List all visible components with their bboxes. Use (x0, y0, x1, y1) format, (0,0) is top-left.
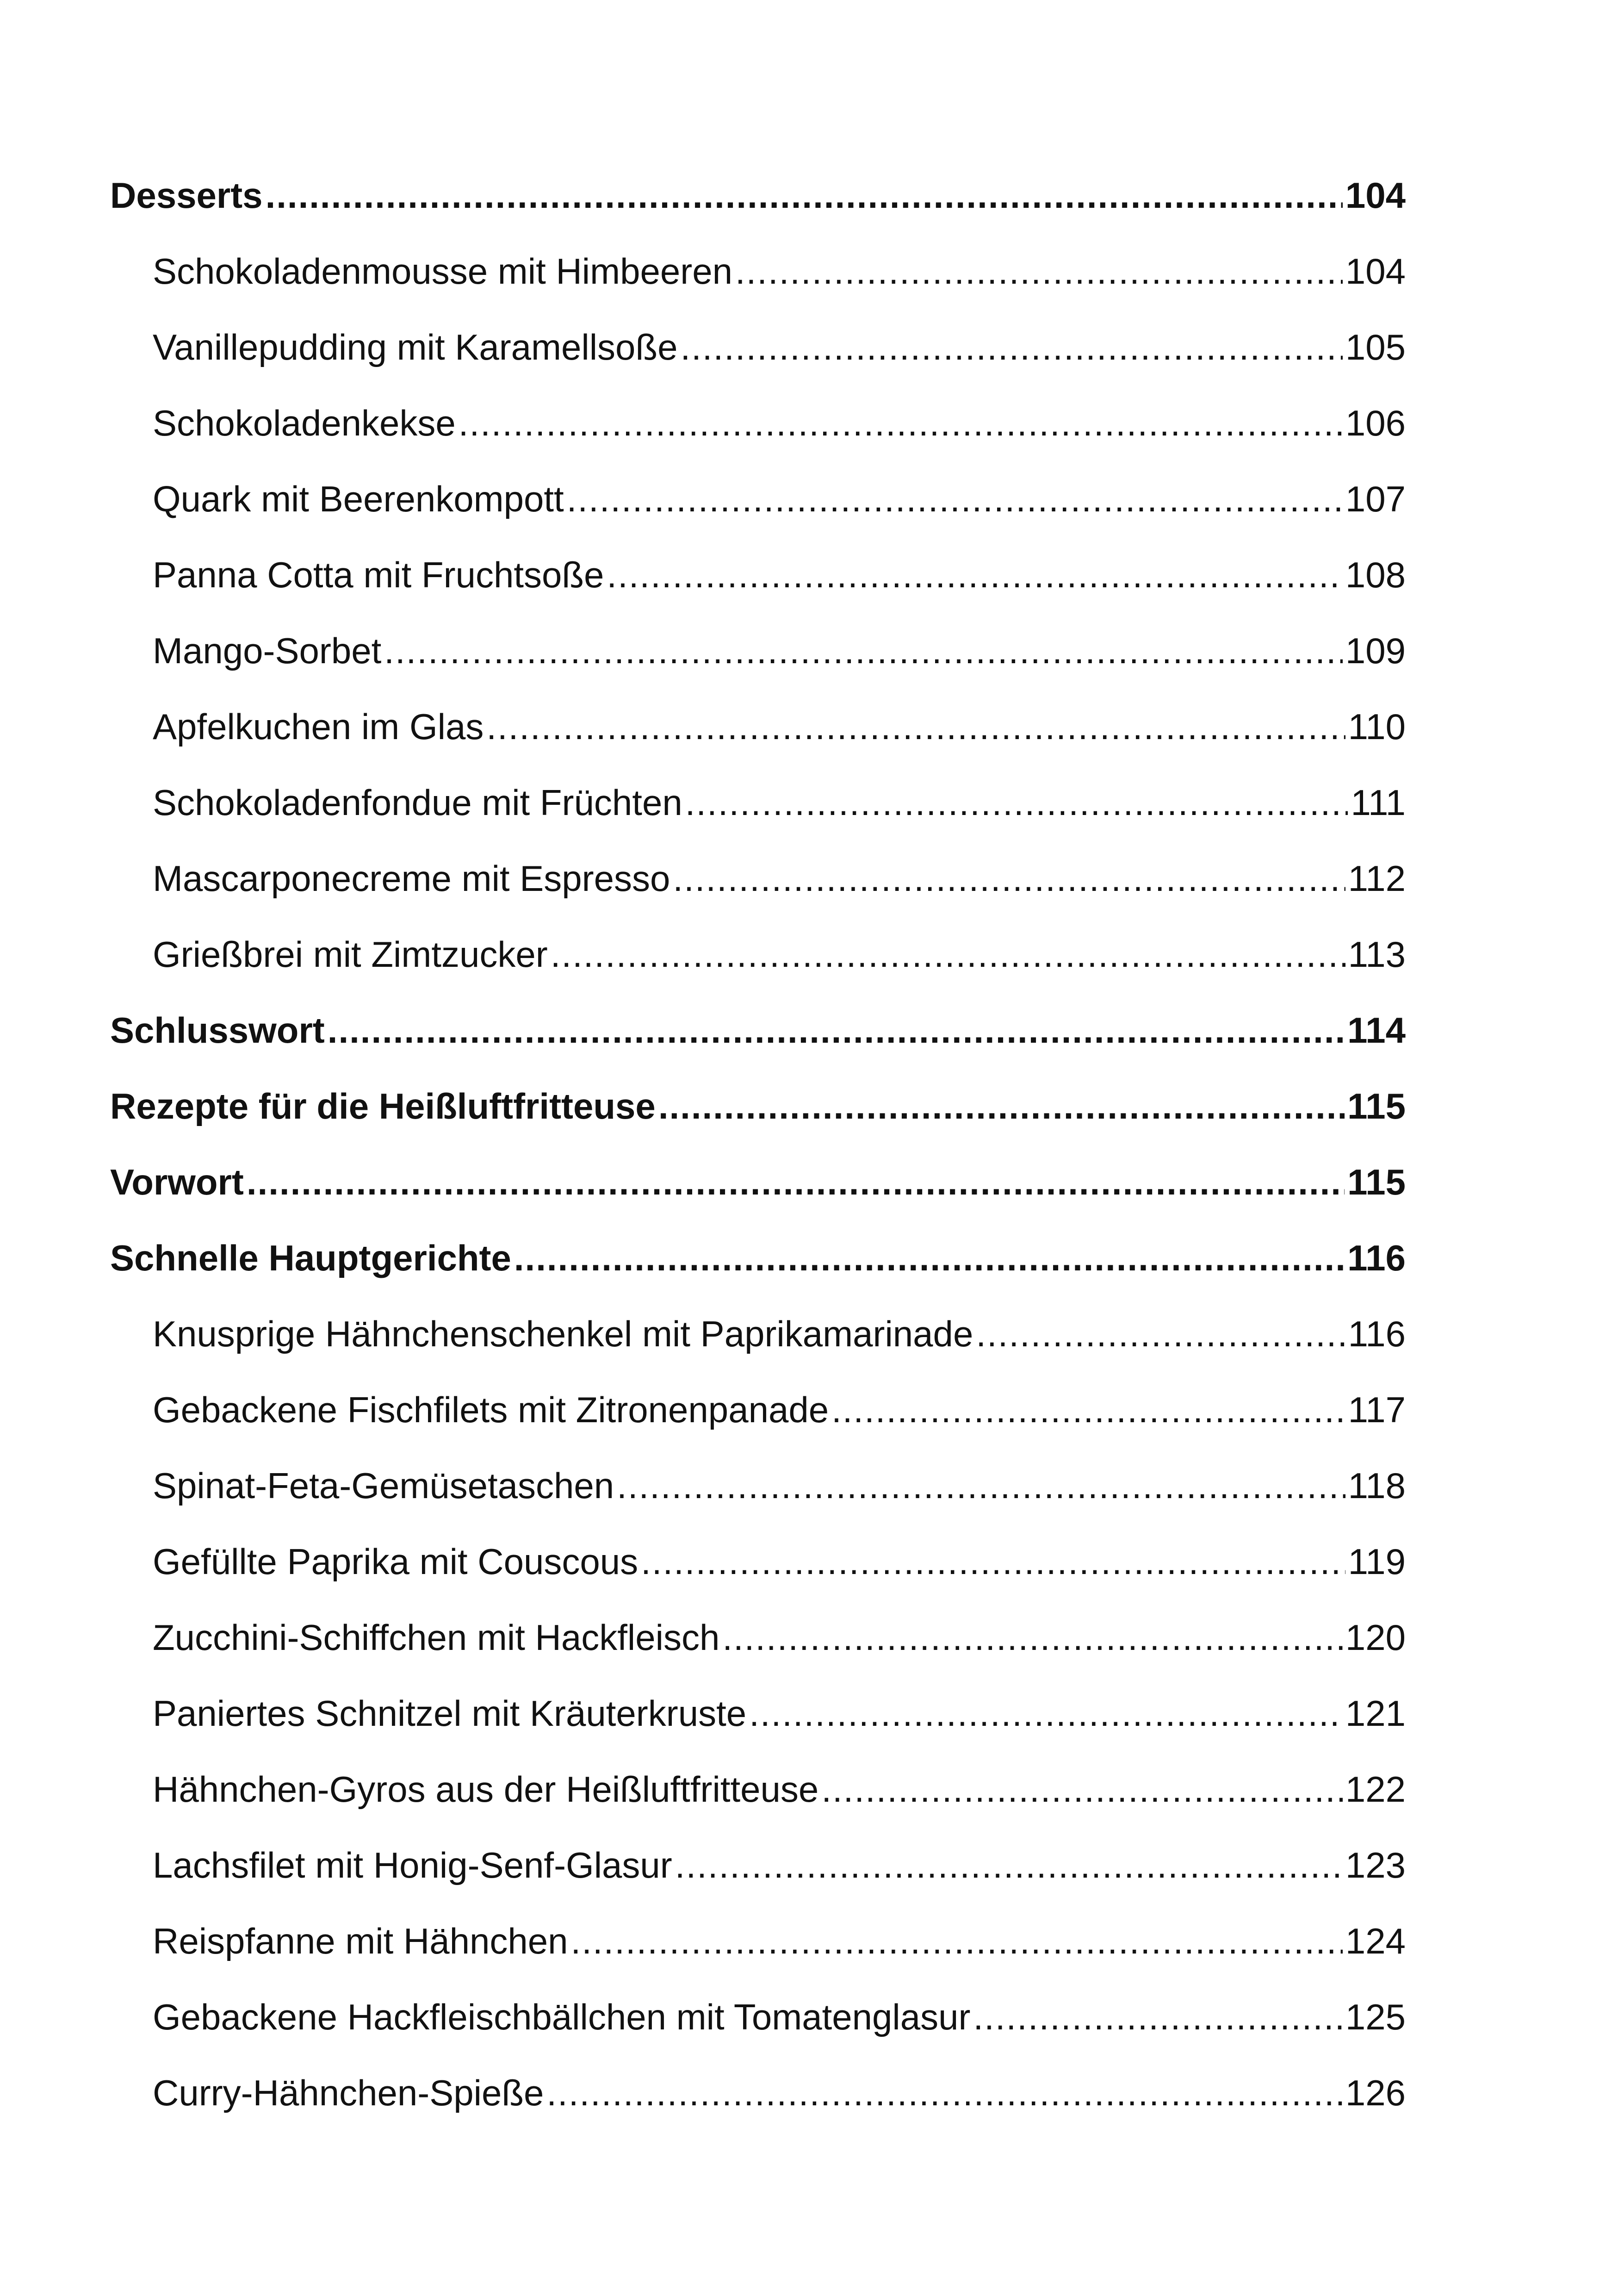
toc-page-number: 117 (1348, 1389, 1406, 1430)
toc-sub-entry (110, 689, 1406, 765)
toc-page-number: 119 (1348, 1541, 1406, 1582)
toc-entry-title: Gebackene Fischfilets mit Zitronenpanade (153, 1389, 829, 1430)
toc-entry-title: Schokoladenmousse mit Himbeeren (153, 251, 732, 292)
toc-page-number: 112 (1348, 858, 1406, 899)
toc-sub-entry (110, 1979, 1406, 2055)
toc-entry-title: Quark mit Beerenkompott (153, 479, 564, 519)
toc-sub-entry (110, 385, 1406, 461)
toc-entry-title: Schnelle Hauptgerichte (110, 1238, 511, 1278)
toc-entry-title: Vanillepudding mit Karamellsoße (153, 327, 678, 367)
toc-entry-title: Apfelkuchen im Glas (153, 706, 484, 747)
toc-dot-leader (735, 233, 1343, 309)
toc-chapter-entry (110, 157, 1406, 233)
toc-dot-leader (571, 1903, 1343, 1979)
toc-sub-entry (110, 537, 1406, 613)
toc-entry-title: Lachsfilet mit Honig-Senf-Glasur (153, 1845, 672, 1885)
toc-dot-leader (546, 2055, 1343, 2131)
toc-sub-entry (110, 1448, 1406, 1524)
toc-page-number: 122 (1345, 1769, 1406, 1810)
toc-chapter-entry (110, 1220, 1406, 1296)
toc-page-number: 107 (1345, 479, 1406, 519)
toc-entry-title: Mango-Sorbet (153, 630, 382, 671)
toc-sub-entry (110, 1524, 1406, 1599)
toc-page-number: 121 (1345, 1693, 1406, 1734)
toc-dot-leader (658, 1068, 1345, 1144)
toc-entry-title: Schokoladenkekse (153, 403, 456, 443)
toc-sub-entry (110, 613, 1406, 689)
toc-dot-leader (821, 1751, 1343, 1827)
toc-entry-title: Reispfanne mit Hähnchen (153, 1921, 568, 1961)
toc-page-number: 114 (1347, 1010, 1406, 1051)
toc-sub-entry (110, 1675, 1406, 1751)
toc-sub-entry (110, 2055, 1406, 2131)
toc-page-number: 108 (1345, 554, 1406, 595)
toc-sub-entry (110, 233, 1406, 309)
toc-page-number: 126 (1345, 2072, 1406, 2113)
toc-entry-title: Schlusswort (110, 1010, 325, 1051)
toc-page-number: 105 (1345, 327, 1406, 367)
toc-dot-leader (266, 157, 1343, 233)
toc-page-number: 111 (1351, 782, 1406, 823)
toc-dot-leader (247, 1144, 1345, 1220)
toc-entry-title: Mascarponecreme mit Espresso (153, 858, 670, 899)
toc-dot-leader (617, 1448, 1345, 1524)
toc-dot-leader (673, 840, 1345, 916)
toc-sub-entry (110, 1903, 1406, 1979)
toc-dot-leader (685, 765, 1348, 840)
toc-dot-leader (641, 1524, 1345, 1599)
toc-dot-leader (680, 309, 1342, 385)
toc-sub-entry (110, 1827, 1406, 1903)
toc-page-number: 116 (1347, 1238, 1406, 1278)
toc-entry-title: Vorwort (110, 1162, 244, 1202)
toc-entry-title: Grießbrei mit Zimtzucker (153, 934, 548, 975)
toc-sub-entry (110, 840, 1406, 916)
toc-sub-entry (110, 461, 1406, 537)
toc-chapter-entry (110, 1068, 1406, 1144)
toc-page-number: 123 (1345, 1845, 1406, 1885)
toc-entry-title: Desserts (110, 175, 263, 216)
toc-page-number: 106 (1345, 403, 1406, 443)
toc-chapter-entry (110, 992, 1406, 1068)
toc-dot-leader (675, 1827, 1343, 1903)
toc-page-number: 113 (1348, 934, 1406, 975)
toc-dot-leader (328, 992, 1345, 1068)
toc-entry-title: Gefüllte Paprika mit Couscous (153, 1541, 639, 1582)
toc-page-number: 115 (1347, 1162, 1406, 1202)
toc-page-number: 124 (1345, 1921, 1406, 1961)
toc-page-number: 104 (1345, 175, 1406, 216)
toc-page-number: 104 (1345, 251, 1406, 292)
toc-entry-title: Gebackene Hackfleischbällchen mit Tomatenglasur (153, 1997, 971, 2037)
toc-sub-entry (110, 1599, 1406, 1675)
toc-sub-entry (110, 1751, 1406, 1827)
table-of-contents (110, 157, 1406, 2131)
toc-entry-title: Panna Cotta mit Fruchtsoße (153, 554, 604, 595)
toc-page-number: 120 (1345, 1617, 1406, 1658)
toc-dot-leader (831, 1372, 1345, 1448)
toc-sub-entry (110, 1372, 1406, 1448)
toc-sub-entry (110, 1296, 1406, 1372)
toc-dot-leader (486, 689, 1345, 765)
toc-sub-entry (110, 765, 1406, 840)
toc-entry-title: Paniertes Schnitzel mit Kräuterkruste (153, 1693, 747, 1734)
toc-dot-leader (722, 1599, 1343, 1675)
toc-entry-title: Knusprige Hähnchenschenkel mit Paprikamarinade (153, 1313, 973, 1354)
toc-page-number: 116 (1348, 1313, 1406, 1354)
toc-sub-entry (110, 309, 1406, 385)
toc-entry-title: Hähnchen-Gyros aus der Heißluftfritteuse (153, 1769, 819, 1810)
toc-dot-leader (567, 461, 1343, 537)
toc-dot-leader (973, 1979, 1343, 2055)
toc-chapter-entry (110, 1144, 1406, 1220)
toc-entry-title: Rezepte für die Heißluftfritteuse (110, 1086, 656, 1126)
toc-dot-leader (459, 385, 1343, 461)
toc-dot-leader (607, 537, 1342, 613)
toc-dot-leader (384, 613, 1343, 689)
toc-entry-title: Curry-Hähnchen-Spieße (153, 2072, 544, 2113)
toc-page-number: 115 (1347, 1086, 1406, 1126)
toc-dot-leader (514, 1220, 1345, 1296)
toc-dot-leader (976, 1296, 1345, 1372)
toc-dot-leader (551, 916, 1345, 992)
toc-page-number: 118 (1348, 1465, 1406, 1506)
toc-entry-title: Zucchini-Schiffchen mit Hackfleisch (153, 1617, 720, 1658)
toc-page-number: 125 (1345, 1997, 1406, 2037)
toc-sub-entry (110, 916, 1406, 992)
toc-entry-title: Schokoladenfondue mit Früchten (153, 782, 682, 823)
toc-dot-leader (749, 1675, 1343, 1751)
toc-page-number: 109 (1345, 630, 1406, 671)
toc-entry-title: Spinat-Feta-Gemüsetaschen (153, 1465, 614, 1506)
toc-page-number: 110 (1348, 706, 1406, 747)
